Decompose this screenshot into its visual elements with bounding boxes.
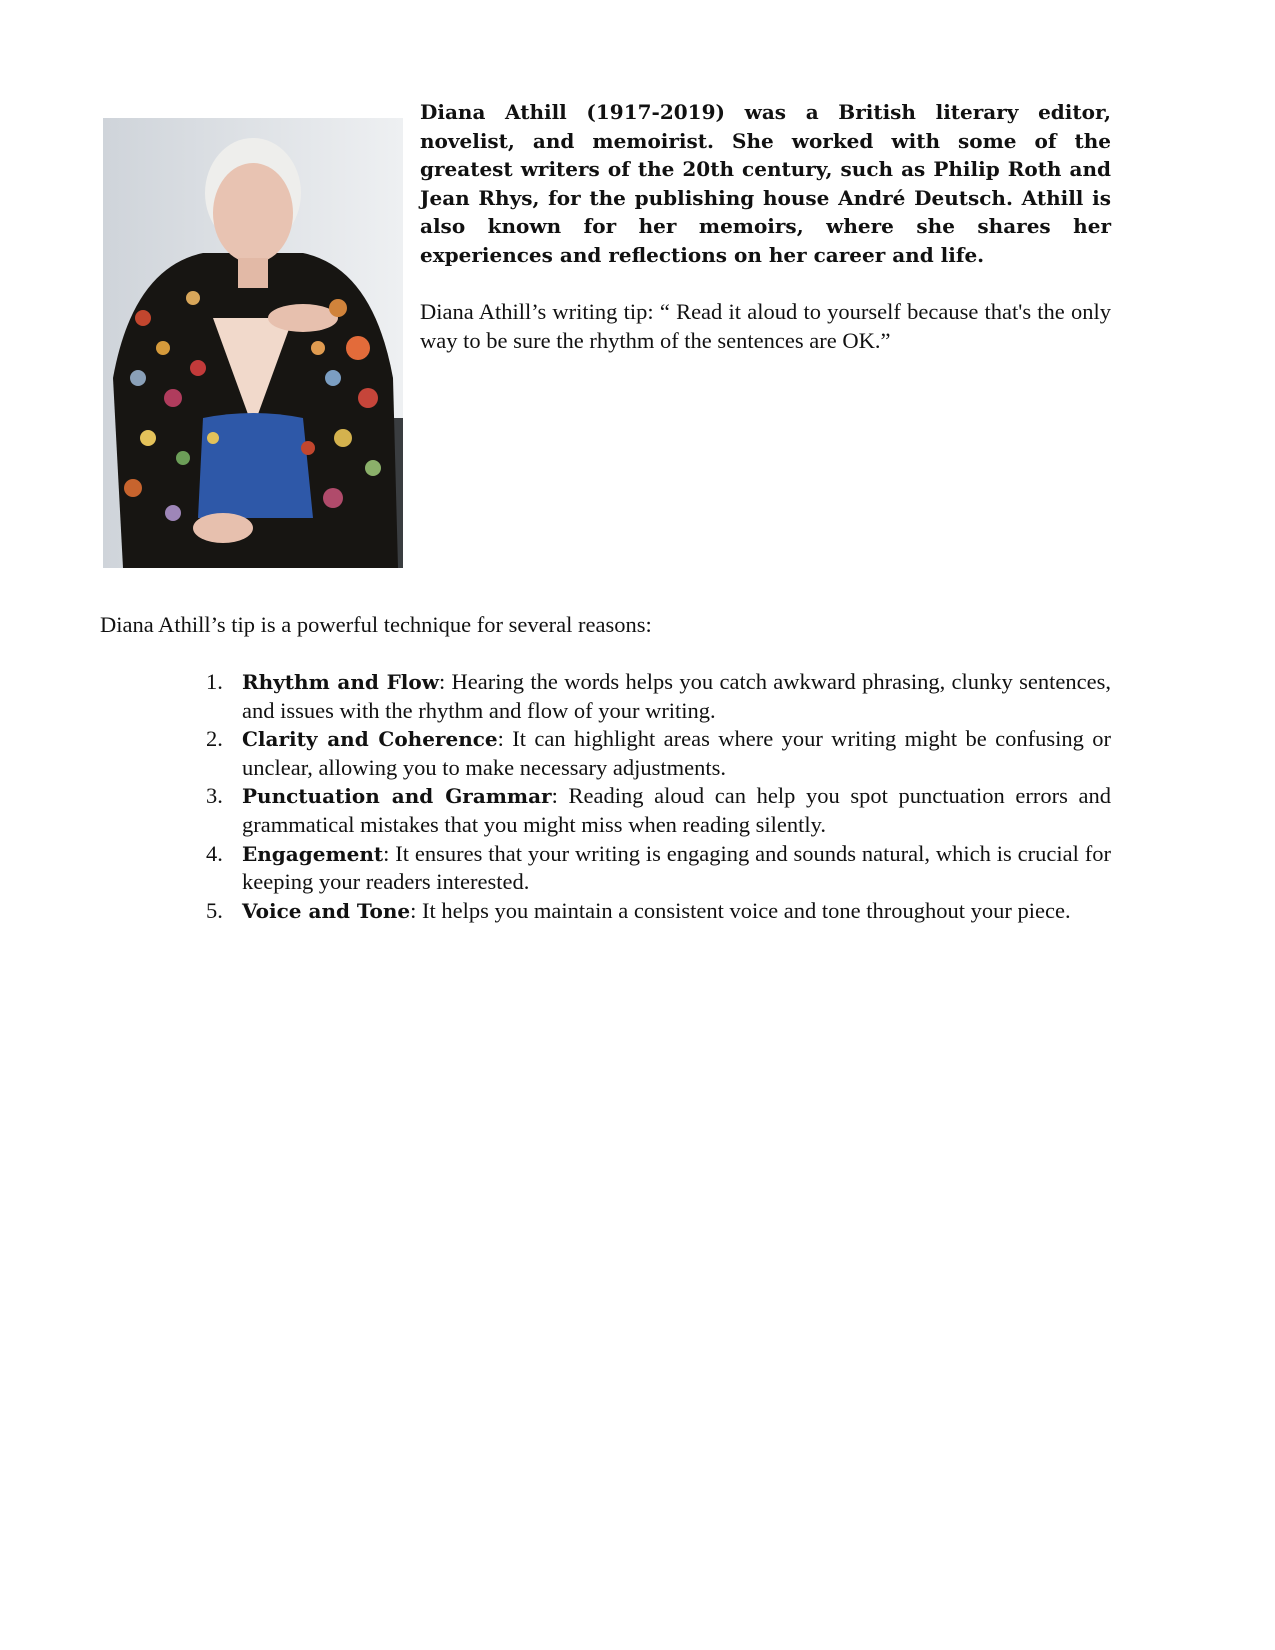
list-item (206, 897, 1111, 926)
list-term: Clarity and Coherence (242, 727, 498, 752)
list-text: : It helps you maintain a consistent voice and tone throughout your piece. (410, 897, 1071, 923)
list-item (206, 782, 1112, 839)
list-number: 2. (206, 726, 223, 752)
biography-paragraph: Diana Athill (1917-2019) was a British literary editor, novelist, and memoirist. She worked with some of the greatest writers of the 20th century, such as Philip Roth and Jean Rhys, for the publishing house André Deutsch. Athill is also known for her memoirs, where she shares her experiences and reflections on her career and life. (420, 100, 1111, 267)
reasons-intro: Diana Athill’s tip is a powerful technique for several reasons: (100, 612, 652, 637)
list-item (206, 725, 1112, 782)
list-number: 5. (206, 897, 223, 923)
writing-tip-quote: Diana Athill’s writing tip: “ Read it aloud to yourself because that's the only way to be sure the rhythm of the sentences are OK.” (420, 299, 1111, 353)
list-text: : It ensures that your writing is engaging and sounds natural, which is crucial for keeping your readers interested. (242, 840, 1111, 895)
list-number: 1. (206, 669, 223, 694)
list-term: Rhythm and Flow (242, 670, 439, 694)
list-item (206, 668, 1111, 725)
portrait-photo (103, 118, 403, 568)
list-term: Punctuation and Grammar (242, 784, 552, 809)
list-term: Voice and Tone (242, 898, 411, 923)
list-text: : It can highlight areas where your writing might be confusing or unclear, allowing you to make necessary adjustments. (242, 726, 1112, 780)
list-number: 4. (206, 840, 223, 866)
reasons-list (206, 668, 1112, 925)
list-text: : Reading aloud can help you spot punctuation errors and grammatical mistakes that you might miss when reading silently. (242, 783, 1112, 837)
list-item (206, 840, 1111, 897)
list-number: 3. (206, 783, 223, 809)
list-term: Engagement (242, 841, 384, 866)
list-text: : Hearing the words helps you catch awkward phrasing, clunky sentences, and issues with the rhythm and flow of your writing. (242, 669, 1111, 723)
